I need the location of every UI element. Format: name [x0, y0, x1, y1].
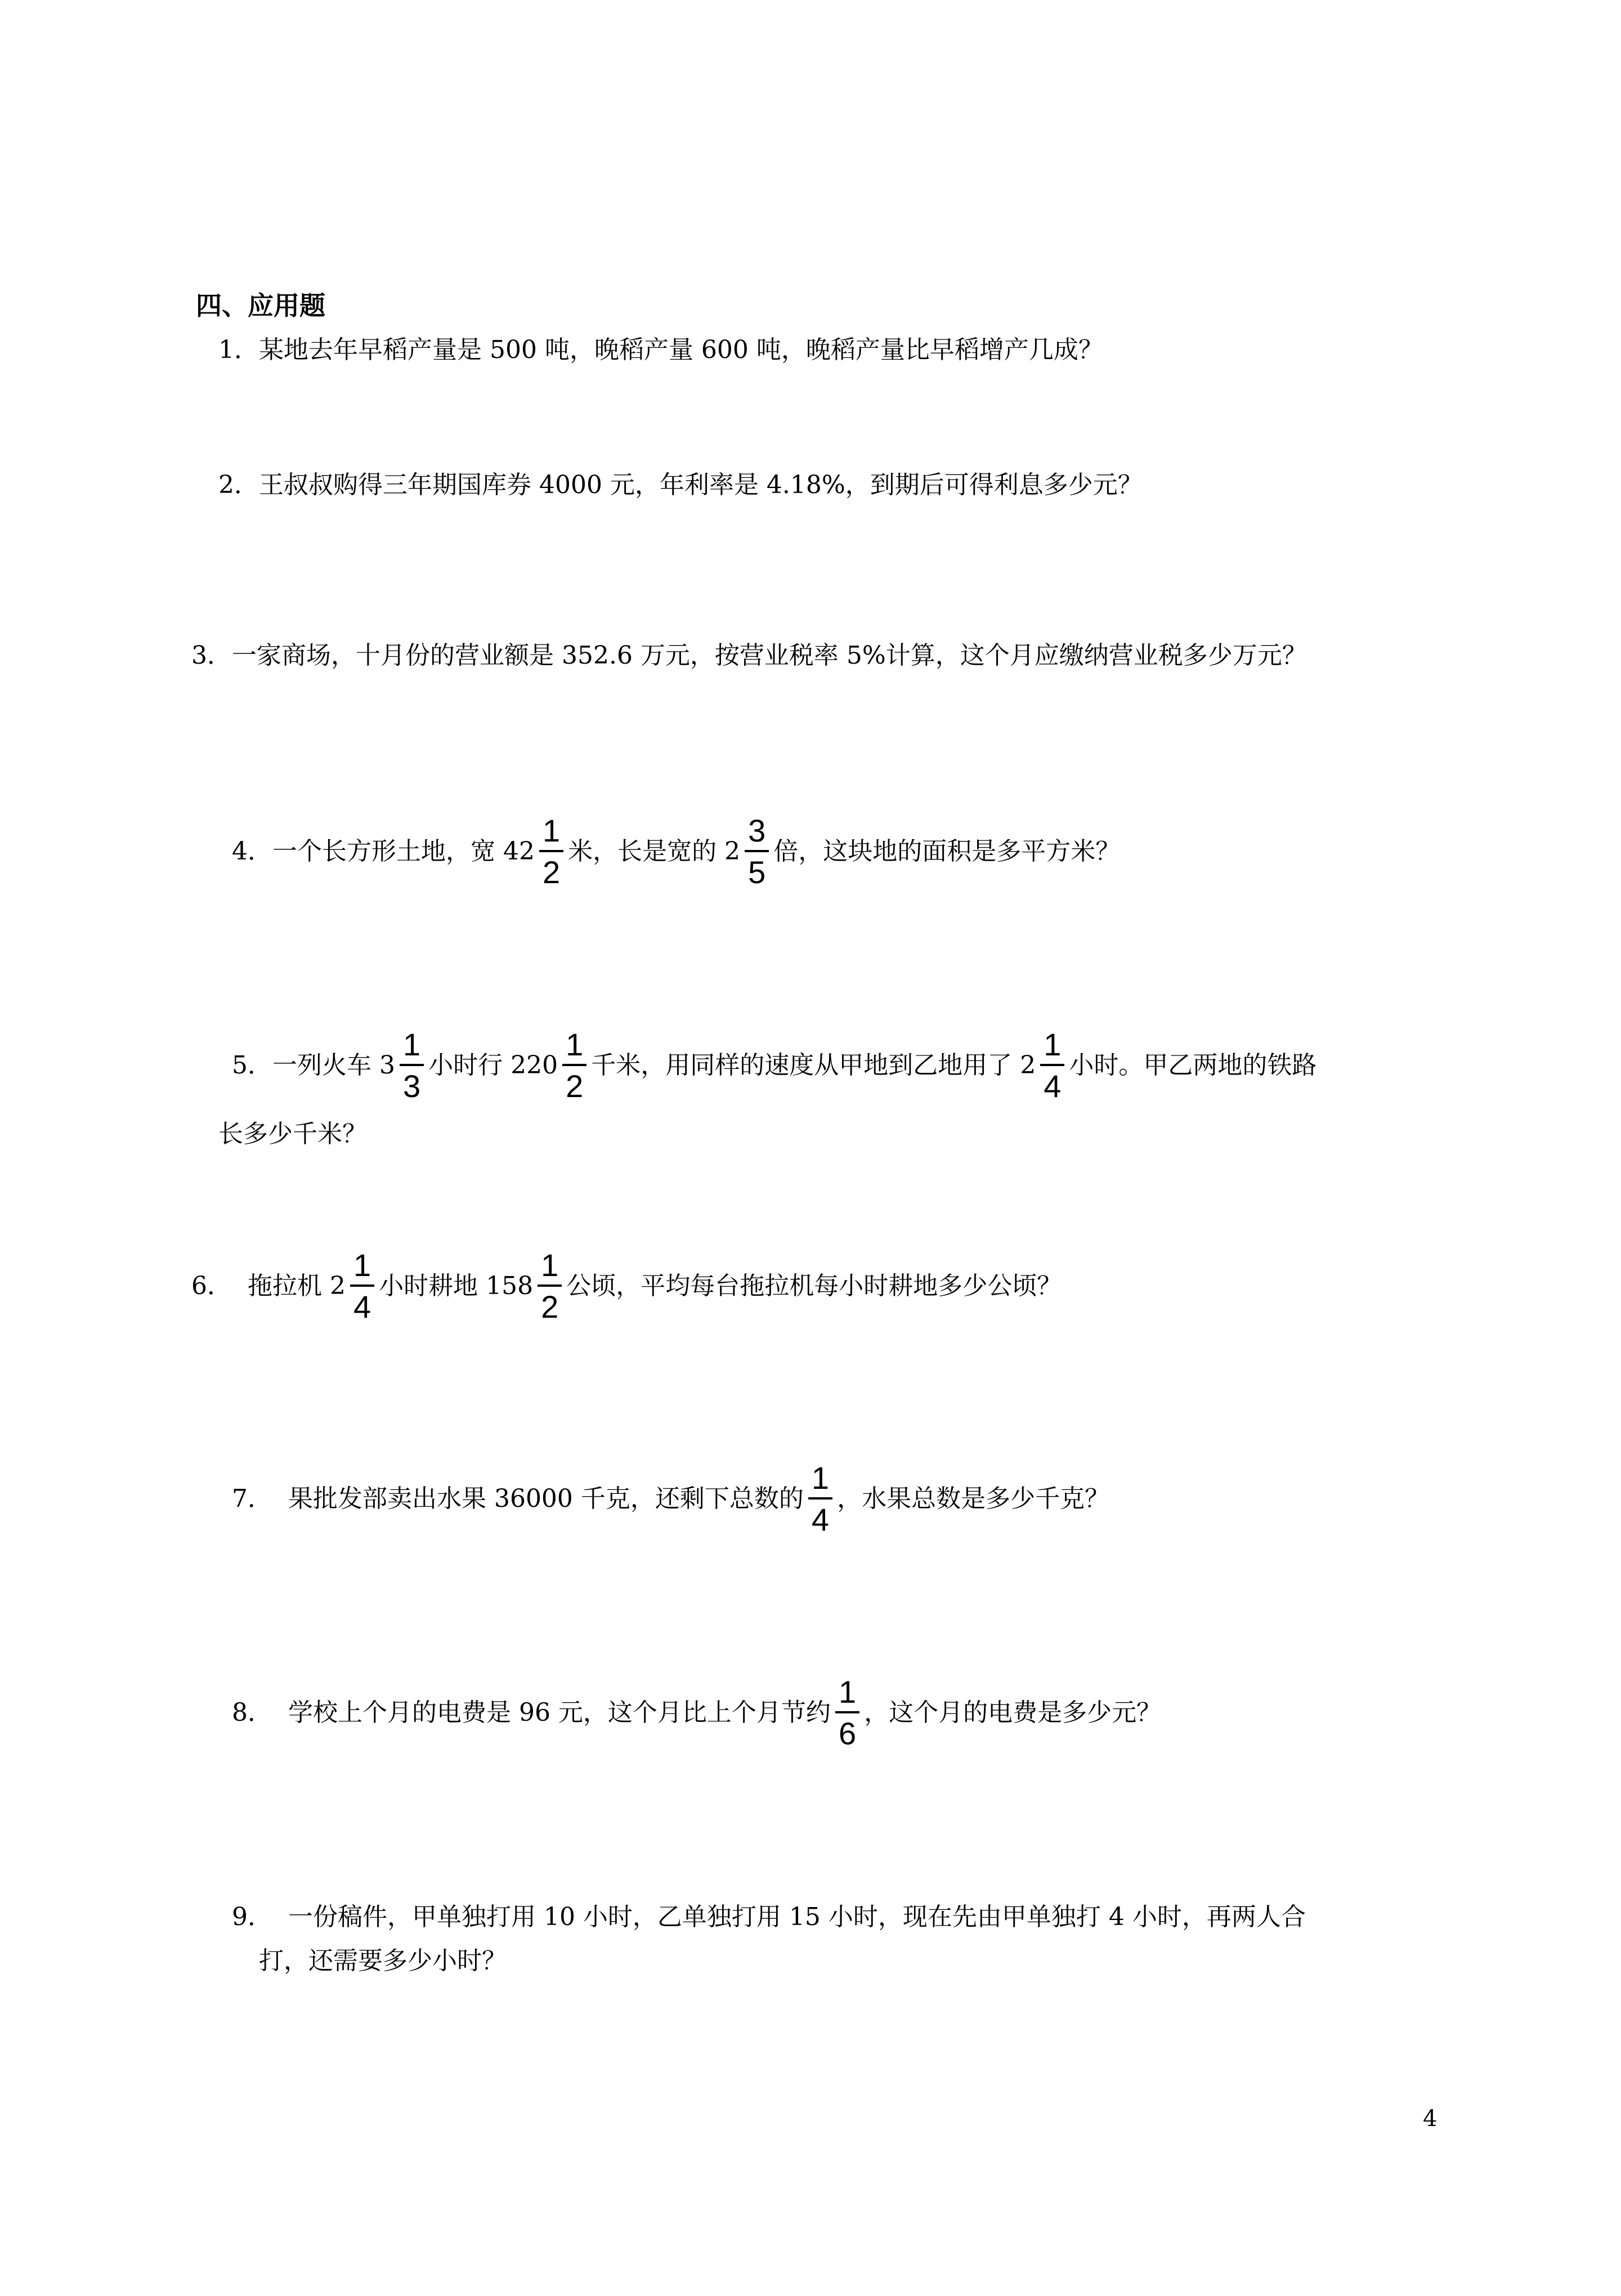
- q4-text-2: 米，长是宽的 2: [568, 837, 741, 866]
- q4-text-1: 4．一个长方形土地，宽 42: [232, 837, 535, 866]
- question-9-line-2: 打，还需要多少小时？: [259, 1946, 507, 1975]
- fraction-denominator: 5: [745, 850, 769, 888]
- q8-text-2: ，这个月的电费是多少元？: [864, 1698, 1162, 1727]
- fraction-denominator: 4: [1040, 1064, 1064, 1102]
- q5-text-4: 小时。甲乙两地的铁路: [1069, 1051, 1317, 1080]
- fraction-numerator: 1: [811, 1460, 830, 1496]
- fraction-numerator: 3: [748, 813, 766, 848]
- q5-text-1: 5．一列火车 3: [232, 1051, 395, 1080]
- question-4: [232, 815, 1120, 888]
- fraction-numerator: 1: [542, 813, 561, 848]
- fraction-numerator: 1: [566, 1027, 584, 1062]
- q7-text-1: 7． 果批发部卖出水果 36000 千克，还剩下总数的: [232, 1484, 804, 1513]
- fraction-denominator: 2: [562, 1064, 586, 1102]
- question-1: 1．某地去年早稻产量是 500 吨，晚稻产量 600 吨，晚稻产量比早稻增产几成？: [218, 335, 1103, 364]
- q5-text-2: 小时行 220: [428, 1051, 558, 1080]
- fraction-numerator: 1: [541, 1247, 559, 1283]
- fraction-denominator: 2: [539, 850, 563, 888]
- section-title: 四、应用题: [196, 290, 325, 321]
- q6-fraction-2: [538, 1247, 562, 1324]
- q5-fraction-2: [562, 1029, 586, 1102]
- page-number: 4: [1423, 2106, 1438, 2132]
- q4-fraction-1: [539, 815, 563, 888]
- question-8: [232, 1676, 1161, 1749]
- question-6: [191, 1247, 1062, 1324]
- q6-text-1: 6． 拖拉机 2: [191, 1272, 346, 1300]
- question-3: 3．一家商场，十月份的营业额是 352.6 万元，按营业税率 5%计算，这个月应缴纳营业税多少万元？: [191, 641, 1307, 670]
- fraction-denominator: 6: [835, 1711, 859, 1749]
- fraction-denominator: 3: [400, 1064, 424, 1102]
- q5-fraction-3: [1040, 1029, 1064, 1102]
- q6-fraction-1: [350, 1247, 374, 1324]
- q8-fraction-1: [835, 1676, 859, 1749]
- question-5: [232, 1029, 1316, 1102]
- q5-text-3: 千米，用同样的速度从甲地到乙地用了 2: [591, 1051, 1036, 1080]
- q5-fraction-1: [400, 1029, 424, 1102]
- question-2: 2．王叔叔购得三年期国库券 4000 元，年利率是 4.18%，到期后可得利息多少元？: [218, 471, 1143, 499]
- fraction-numerator: 1: [1044, 1027, 1062, 1062]
- fraction-denominator: 2: [538, 1284, 562, 1323]
- fraction-denominator: 4: [808, 1497, 832, 1536]
- q8-text-1: 8． 学校上个月的电费是 96 元，这个月比上个月节约: [232, 1698, 831, 1727]
- fraction-numerator: 1: [402, 1027, 421, 1062]
- q7-fraction-1: [808, 1462, 832, 1536]
- question-9: 9． 一份稿件，甲单独打用 10 小时，乙单独打用 15 小时，现在先由甲单独打 4 小时，再两人合: [232, 1903, 1306, 1931]
- q4-fraction-2: [745, 815, 769, 888]
- question-7: [232, 1462, 1109, 1536]
- q7-text-2: ，水果总数是多少千克？: [837, 1484, 1110, 1513]
- q4-text-3: 倍，这块地的面积是多平方米？: [773, 837, 1121, 866]
- q6-text-3: 公顷，平均每台拖拉机每小时耕地多少公顷？: [566, 1272, 1062, 1300]
- question-5-line-2: 长多少千米？: [218, 1120, 367, 1148]
- fraction-denominator: 4: [350, 1284, 374, 1323]
- fraction-numerator: 1: [353, 1247, 371, 1283]
- q6-text-2: 小时耕地 158: [379, 1272, 534, 1300]
- fraction-numerator: 1: [838, 1674, 857, 1709]
